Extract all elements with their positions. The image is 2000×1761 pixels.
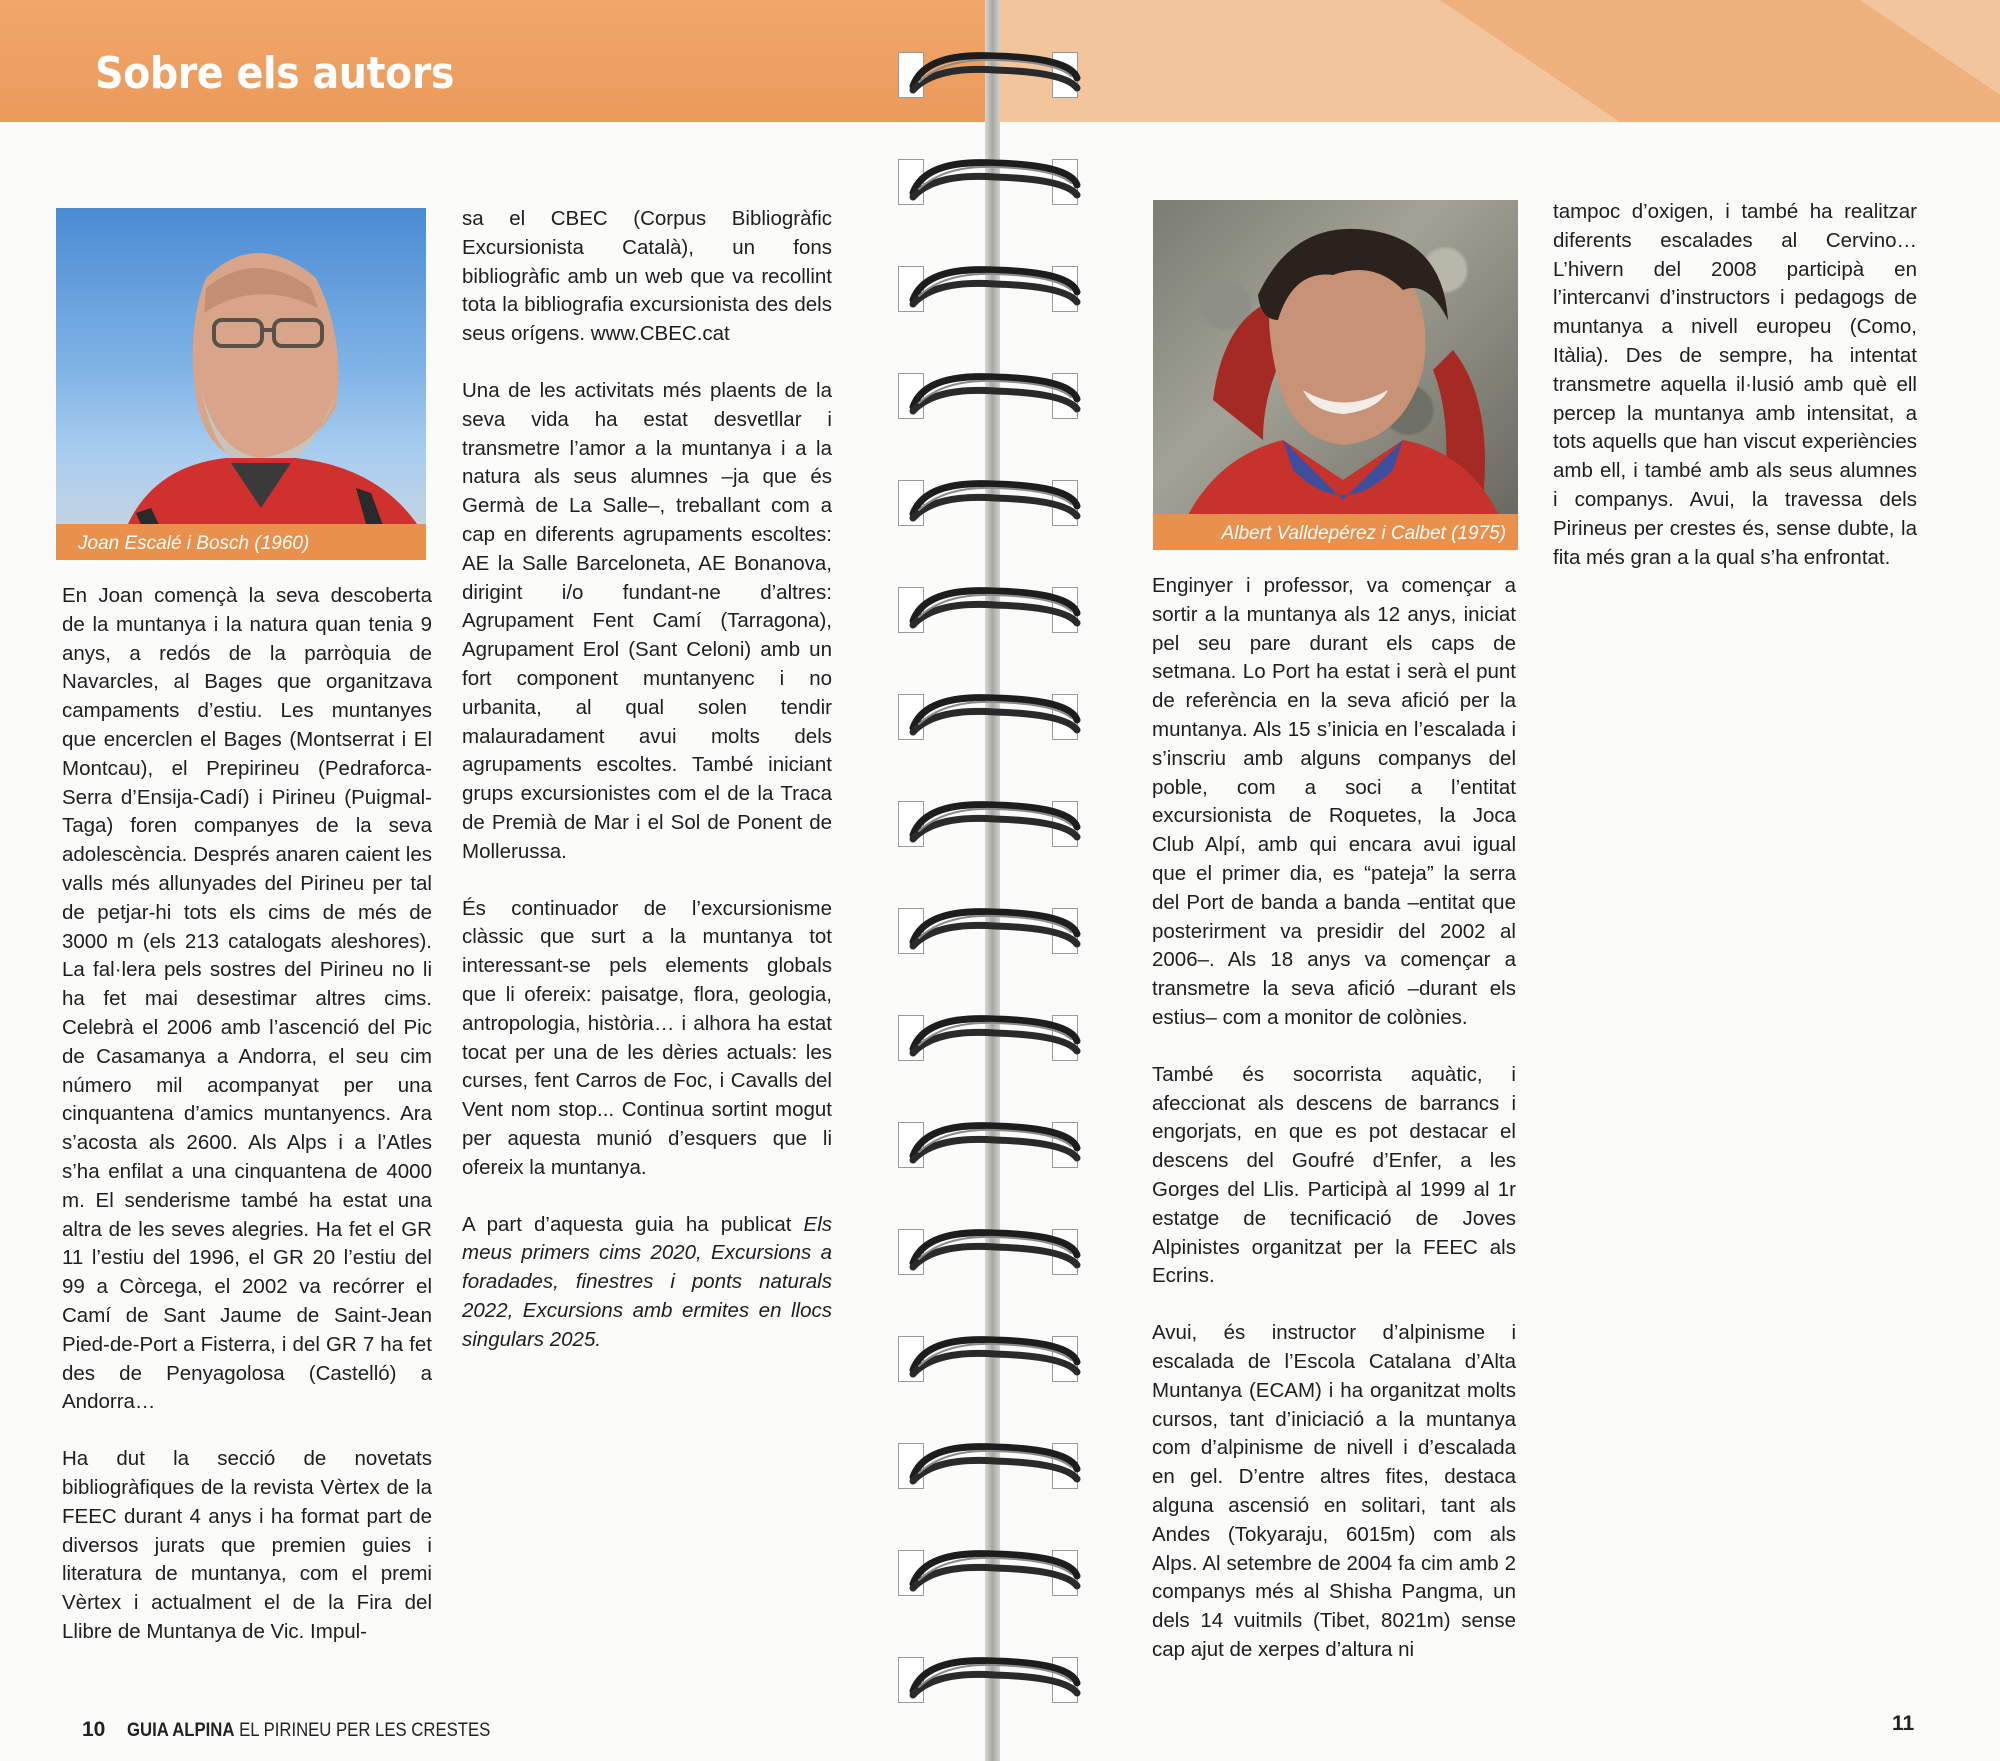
binding-ring — [905, 1546, 1085, 1596]
author-photo-joan — [56, 208, 426, 560]
portrait-illustration — [1153, 200, 1518, 550]
binding-ring — [905, 48, 1085, 98]
publications-titles: Els meus primers cims 2020, Excursions a foradades, finestres i ponts naturals 2022, Excursions amb ermites en llocs singulars 2025. — [462, 1212, 832, 1351]
binding-ring — [905, 1118, 1085, 1168]
binding-ring — [905, 476, 1085, 526]
paragraph: En Joan començà la seva descoberta de la muntanya i la natura quan tenia 9 anys, a redós de la parròquia de Navarcles, al Bages que organitzava campaments d’estiu. Les muntanyes que encerclen el Bages (Montserrat i El Montcau), el Prepirineu (Pedraforca-Serra d’Ensija-Cadí) i Pirineu (Puigmal-Taga) foren companyes de la seva adolescència. Després anaren caient les valls més allunyades del Pirineu per tal de petjar-hi tots els cims de més de 3000 m (els 213 catalogats aleshores). La fal·lera pels sostres del Pirineu no li ha fet mai desestimar altres cims. Celebrà el 2006 amb l’ascenció del Pic de Casamanya a Andorra, el seu cim número mil acompanyat per una cinquantena d’amics muntanyencs. Ara s’acosta als 2600. Als Alps i a l’Atles s’ha enfilat a una cinquantena de 4000 m. El senderisme també ha estat una altra de les seves alegries. Ha fet el GR 11 l’estiu del 1996, el GR 20 l’estiu del 99 a Còrcega, el 2002 va recórrer el Camí de Sant Jaume de Saint-Jean Pied-de-Port a Fisterra, i del GR 7 ha fet des de Penyagolosa (Castelló) a Andorra… — [62, 584, 432, 1414]
binding-ring — [905, 369, 1085, 419]
portrait-illustration — [56, 208, 426, 560]
paragraph: Ha dut la secció de novetats bibliogràfiques de la revista Vèrtex de la FEEC durant 4 anys i ha format part de diversos jurats que premien guies i literatura de muntanya, com el premi Vèrtex i actualment el de la Fira del Llibre de Muntanya de Vic. Impul- — [62, 1447, 432, 1643]
footer-guide-rest: EL PIRINEU PER LES CRESTES — [239, 1720, 491, 1741]
binding-ring — [905, 583, 1085, 633]
binding-ring — [905, 1225, 1085, 1275]
left-column-1 — [62, 582, 432, 1647]
binding-ring — [905, 797, 1085, 847]
footer-guide-bold: GUIA ALPINA — [127, 1720, 235, 1741]
binding-ring — [905, 1439, 1085, 1489]
binding-ring — [905, 1011, 1085, 1061]
paragraph: És continuador de l’excursionisme clàssic que surt a la muntanya tot interessant-se pels elements globals que li ofereix: paisatge, flora, geologia, antropologia, història… i alhora ha estat tocat per una de les dèries actuals: les curses, fent Carros de Foc, i Cavalls del Vent nom stop... Continua sortint mogut per aquesta munió d’esquers que li ofereix la muntanya. — [462, 896, 832, 1179]
right-column-2 — [1553, 198, 1917, 572]
paragraph: sa el CBEC (Corpus Bibliogràfic Excursionista Català), un fons bibliogràfic amb un web que va recollint tota la bibliografia excursionista des dels seus orígens. www.CBEC.cat — [462, 207, 832, 346]
binding-ring — [905, 1653, 1085, 1703]
binding-ring — [905, 904, 1085, 954]
right-column-1 — [1152, 572, 1516, 1665]
binding-ring — [905, 155, 1085, 205]
binding-ring — [905, 1332, 1085, 1382]
binding-ring — [905, 262, 1085, 312]
paragraph: Avui, és instructor d’alpinisme i escalada de l’Escola Catalana d’Alta Muntanya (ECAM) i ha organitzat molts cursos, tant d’iniciació a la muntanya com d’alpinisme de nivell i d’escalada en gel. D’entre altres fites, destaca alguna ascensió en solitari, tant als Andes (Tokyaraju, 6015m) com als Alps. Al setembre de 2004 fa cim amb 2 companys més al Shisha Pangma, un dels 14 vuitmils (Tibet, 8021m) sense cap ajut de xerpes d’altura ni — [1152, 1321, 1516, 1661]
paragraph: També és socorrista aquàtic, i afeccionat als descens de barrancs i engorjats, en que es pot destacar el descens del Goufré d’Enfer, a les Gorges del Llis. Participà al 1999 al 1r estatge de tecnificació de Joves Alpinistes organitzat per la FEEC als Ecrins. — [1152, 1062, 1516, 1288]
photo-caption: Albert Valldepérez i Calbet (1975) — [1221, 523, 1506, 544]
section-title: Sobre els autors — [95, 48, 454, 99]
paragraph: Enginyer i professor, va començar a sortir a la muntanya als 12 anys, iniciat pel seu pare durant els caps de setmana. Lo Port ha estat i serà el punt de referència en la seva afició per la muntanya. Als 15 s’inicia en l’escalada i s’inscriu amb alguns companys del poble, com a soci a l’entitat excursionista de Roquetes, la Joca Club Alpí, amb qui encara avui igual que el primer dia, es “pateja” la serra del Port de banda a banda –entitat que posterirment va presidir del 2002 al 2006–. Als 18 anys va començar a transmetre la seva afició –durant els estius– com a monitor de colònies. — [1152, 574, 1516, 1029]
footer-guide-title — [127, 1720, 490, 1742]
binding-ring — [905, 690, 1085, 740]
photo-caption: Joan Escalé i Bosch (1960) — [78, 533, 310, 554]
author-photo-albert — [1153, 200, 1518, 550]
paragraph: Una de les activitats més plaents de la seva vida ha estat desvetllar i transmetre l’amor a la muntanya i a la natura als seus alumnes –ja que és Germà de La Salle–, treballant com a cap en diferents agrupaments escoltes: AE la Salle Barceloneta, AE Bonanova, dirigint i/o fundant-ne d’altres: Agrupament Fent Camí (Tarragona), Agrupament Erol (Sant Celoni) amb un fort component muntanyenc i no urbanita, al qual solen tendir malauradament avui molts dels agrupaments escoltes. També iniciant grups excursionistes com el de la Traca de Premià de Mar i el Sol de Ponent de Mollerussa. — [462, 378, 832, 863]
left-column-2 — [462, 205, 832, 1354]
page-number-right: 11 — [1892, 1712, 1915, 1735]
page-number-left: 10 — [82, 1718, 106, 1741]
publications-paragraph — [462, 1211, 832, 1355]
right-page — [1000, 0, 2000, 1761]
paragraph: tampoc d’oxigen, i també ha realitzar diferents escalades al Cervino… L’hivern del 2008 participà en l’intercanvi d’instructors i pedagogs de muntanya a nivell europeu (Como, Itàlia). Des de sempre, ha intentat transmetre aquella il·lusió amb què ell percep la muntanya amb intensitat, a tots aquells que han viscut experiències amb ell, i també amb als seus alumnes i companys. Avui, la travessa dels Pirineus per crestes és, sense dubte, la fita més gran a la qual s’ha enfrontat. — [1553, 200, 1917, 569]
publications-intro: A part d’aquesta guia ha publicat — [462, 1212, 792, 1236]
left-page — [0, 0, 985, 1761]
